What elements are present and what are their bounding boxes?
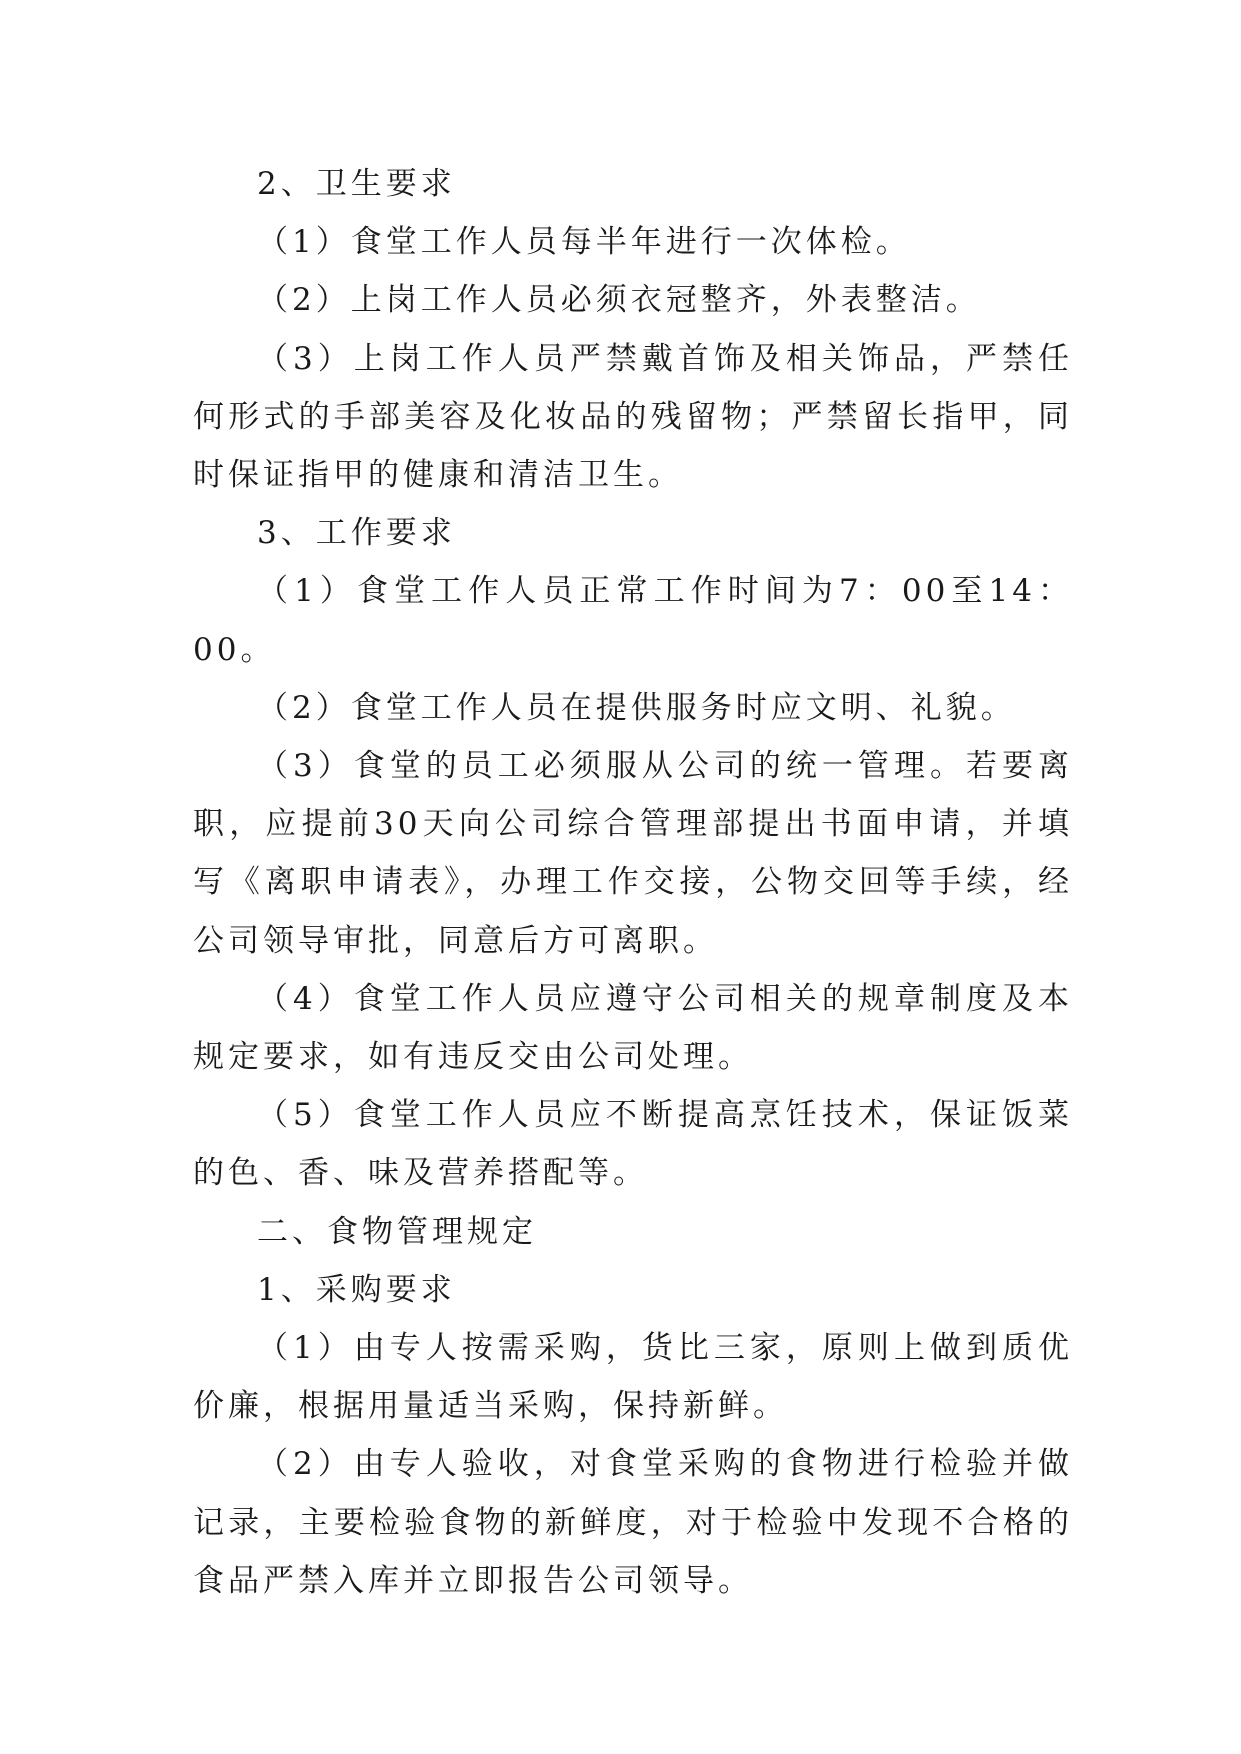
section-heading-work: 3、工作要求	[257, 515, 456, 552]
hygiene-item-3: （3）上岗工作人员严禁戴首饰及相关饰品，严禁任何形式的手部美容及化妆品的残留物；严禁留长指甲，同时保证指甲的健康和清洁卫生。	[193, 340, 1073, 494]
chapter-heading-food-management: 二、食物管理规定	[257, 1213, 537, 1250]
hygiene-item-1: （1）食堂工作人员每半年进行一次体检。	[257, 224, 911, 261]
work-item-1: （1）食堂工作人员正常工作时间为7：00至14：00。	[193, 573, 1073, 668]
section-heading-purchasing: 1、采购要求	[257, 1271, 456, 1308]
purchasing-item-2: （2）由专人验收，对食堂采购的食物进行检验并做记录，主要检验食物的新鲜度，对于检验中发现不合格的食品严禁入库并立即报告公司领导。	[193, 1446, 1073, 1599]
section-heading-hygiene: 2、卫生要求	[257, 166, 456, 202]
work-item-3: （3）食堂的员工必须服从公司的统一管理。若要离职，应提前30天向公司综合管理部提出书面申请，并填写《离职申请表》，办理工作交接，公物交回等手续，经公司领导审批，同意后方可离职。	[193, 748, 1073, 959]
work-item-2: （2）食堂工作人员在提供服务时应文明、礼貌。	[257, 689, 1016, 726]
work-item-4: （4）食堂工作人员应遵守公司相关的规章制度及本规定要求，如有违反交由公司处理。	[193, 980, 1073, 1076]
document-body	[193, 155, 1073, 1610]
hygiene-item-2: （2）上岗工作人员必须衣冠整齐，外表整洁。	[257, 282, 981, 319]
purchasing-item-1: （1）由专人按需采购，货比三家，原则上做到质优价廉，根据用量适当采购，保持新鲜。	[193, 1330, 1073, 1425]
work-item-5: （5）食堂工作人员应不断提高烹饪技术，保证饭菜的色、香、味及营养搭配等。	[193, 1097, 1073, 1192]
